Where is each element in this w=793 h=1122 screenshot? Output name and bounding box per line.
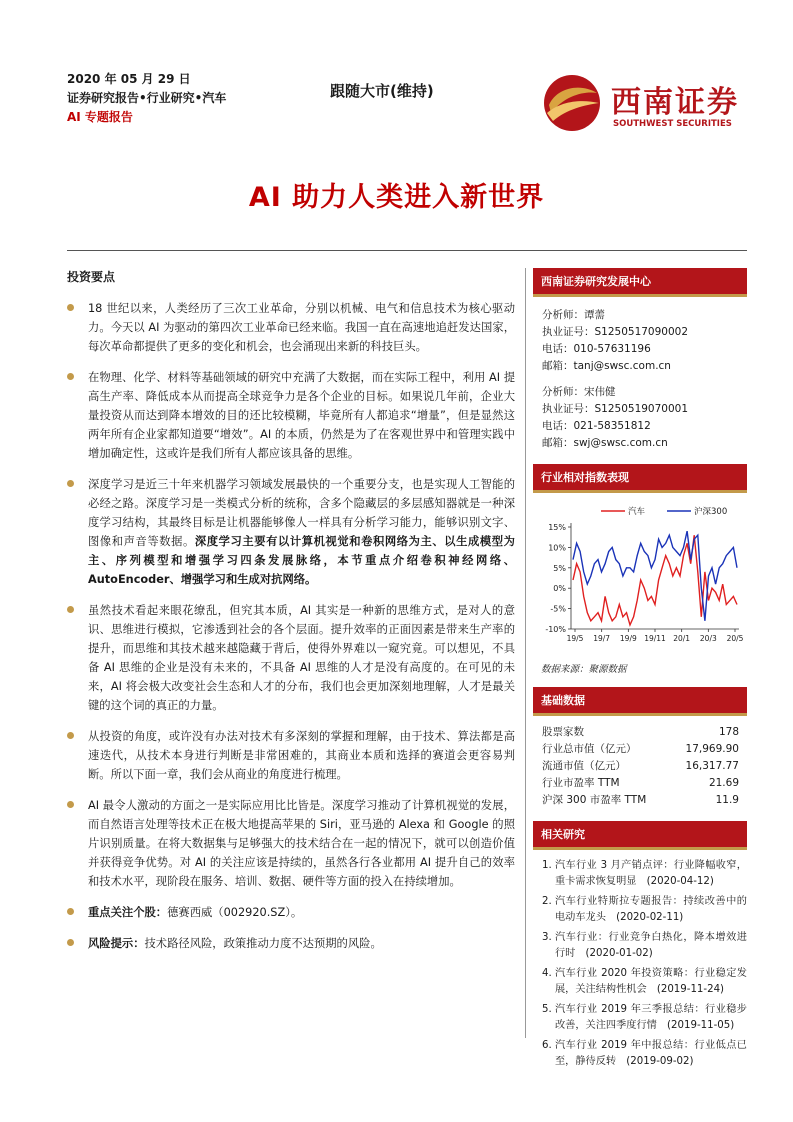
index-chart-header [533, 464, 747, 493]
company-logo [541, 73, 741, 133]
logo-chinese-name: 西南证券 [611, 85, 739, 120]
sidebar [533, 268, 747, 1074]
x-tick-label: 20/1 [673, 634, 691, 643]
focus-text: 德赛西威（002920.SZ）。 [167, 906, 303, 919]
x-tick-label: 20/5 [726, 634, 744, 643]
basic-data-label: 行业总市值（亿元） [542, 743, 637, 755]
basic-data-label: 行业市盈率 TTM [542, 777, 620, 789]
page-title: AI 助力人类进入新世界 [248, 182, 545, 213]
related-item-number: 4. [542, 968, 552, 979]
x-tick-label: 19/11 [644, 634, 666, 643]
x-tick-label: 19/5 [566, 634, 584, 643]
summary-text: 18 世纪以来，人类经历了三次工业革命，分别以机械、电气和信息技术为核心驱动力。今天以 AI 为驱动的第四次工业革命已经来临。我国一直在高速地追赶发达国家，每次革命都提供了更多的变化和机会，也会涌现出来新的科技巨头。 [88, 302, 515, 353]
analyst-email[interactable]: 邮箱：tanj@swsc.com.cn [542, 360, 671, 372]
summary-text: AI 最令人激动的方面之一是实际应用比比皆是。深度学习推动了计算机视觉的发展，而自然语言处理等技术正在极大地提高苹果的 Siri，亚马逊的 Alexa 和 Google 的照片识别质量。在将大数据集与足够强大的技术结合在一起的情况下，就可以创造价值并获得竞争优势。对 AI 的关注应该是持续的，虽然各行各业都用 AI 提升自己的效率和技术水平，现阶段在服务、培训、数据、硬件等方面的投入在持续增加。 [88, 799, 515, 888]
focus-label: 重点关注个股： [88, 906, 168, 919]
basic-data-row [533, 724, 747, 741]
related-item-text: 汽车行业 2019 年三季报总结：行业稳步改善，关注四季度行情 (2019-11-05) [555, 1004, 747, 1031]
x-tick-label: 19/7 [593, 634, 611, 643]
rating: 跟随大市(维持) [330, 82, 434, 100]
basic-data-label: 流通市值（亿元） [542, 760, 626, 772]
summary-text-bold: 深度学习主要有以计算机视觉和卷积网络为主、以生成模型为主、序列模型和增强学习四条发展脉络，本节重点介绍卷积神经网络、AutoEncoder、增强学习和生成对抗网络。 [88, 535, 515, 586]
analyst-phone: 电话：021-58351812 [542, 420, 651, 432]
related-item[interactable] [542, 930, 747, 962]
summary-paragraph [67, 299, 515, 356]
analyst-phone: 电话：010-57631196 [542, 343, 651, 355]
related-item-number: 5. [542, 1004, 552, 1015]
basic-data-label: 沪深 300 市盈率 TTM [542, 794, 647, 806]
basic-data-label: 股票家数 [542, 726, 584, 738]
basic-data-value: 16,317.77 [685, 760, 739, 772]
report-series: AI 专题报告 [67, 110, 133, 124]
risk-label: 风险提示： [88, 937, 145, 950]
related-item[interactable] [542, 894, 747, 926]
bullet-dot-icon [67, 801, 74, 808]
related-title: 相关研究 [533, 821, 747, 847]
series-line-auto [573, 535, 737, 625]
summary-heading: 投资要点 [67, 270, 116, 284]
y-tick-label: 10% [548, 543, 566, 553]
report-meta [67, 70, 226, 127]
basic-data-title: 基础数据 [533, 687, 747, 713]
title-divider [67, 250, 747, 251]
column-divider [525, 268, 526, 1038]
summary-text: 虽然技术看起来眼花缭乱，但究其本质，AI 其实是一种新的思维方式，是对人的意识、思维进行模拟，它渗透到社会的各个层面。提升效率的正面因素是带来生产率的提升，而思维和其技术越来越隐藏于背后，使得外界难以一窥究竟。可以想见，不具备 AI 思维的企业是没有未来的，不具备 AI 思维的人才是没有高度的。在可见的未来，AI 将会极大改变社会生态和人才的分布，我们也会更加深刻地理解，人才是最关键的这个词的真正的力量。 [88, 604, 515, 712]
x-tick-label: 20/3 [699, 634, 717, 643]
report-date: 2020 年 05 月 29 日 [67, 72, 191, 86]
related-item-number: 2. [542, 896, 552, 907]
risk-warning [67, 934, 515, 953]
basic-data-value: 21.69 [708, 777, 739, 789]
analyst-cert: 执业证号：S1250519070001 [542, 403, 689, 415]
index-chart [533, 499, 747, 659]
basic-data-row [533, 741, 747, 758]
related-item-text: 汽车行业 2020 年投资策略：行业稳定发展，关注结构性机会 (2019-11-24) [555, 968, 747, 995]
bullet-dot-icon [67, 908, 74, 915]
summary-text: 在物理、化学、材料等基础领域的研究中充满了大数据，而在实际工程中，利用 AI 提高生产率、降低成本从而提高全球竞争力是各个企业的目标。如果说几年前，企业大量投资从而达到降本增效的目的还比较模糊，毕竟所有人都追求“增量”，但是显然这两年所有企业家都知道要“增效”。AI 的本质，仍然是为了在客观世界中和管理实践中增加确定性，这或许是我们所有人都应该具备的思维。 [88, 371, 515, 460]
index-chart-title: 行业相对指数表现 [533, 464, 747, 490]
related-item[interactable] [542, 966, 747, 998]
related-header [533, 821, 747, 850]
basic-data-row [533, 792, 747, 809]
research-center-title: 西南证券研究发展中心 [533, 268, 747, 294]
summary-text: 从投资的角度，或许没有办法对技术有多深刻的掌握和理解，由于技术、算法都是高速迭代，从技术本身进行判断是非常困难的，其商业本质和选择的赛道会更容易判断。所以下面一章，我们会从商业的角度进行梳理。 [88, 730, 515, 781]
report-type: 证券研究报告•行业研究•汽车 [67, 91, 227, 105]
risk-text: 技术路径风险，政策推动力度不达预期的风险。 [144, 937, 382, 950]
bullet-dot-icon [67, 373, 74, 380]
summary-paragraph [67, 601, 515, 715]
related-item[interactable] [542, 858, 747, 890]
basic-data-row [533, 775, 747, 792]
related-item-text: 汽车行业 2019 年中报总结：行业低点已至，静待反转 (2019-09-02) [555, 1040, 747, 1067]
basic-data-value: 178 [718, 726, 739, 738]
related-item[interactable] [542, 1038, 747, 1070]
related-list [533, 850, 747, 1070]
basic-data-row [533, 758, 747, 775]
x-tick-label: 19/9 [619, 634, 637, 643]
bullet-dot-icon [67, 732, 74, 739]
chart-source: 数据来源：聚源数据 [541, 664, 627, 675]
analyst-cert: 执业证号：S1250517090002 [542, 326, 689, 338]
legend-label: 汽车 [628, 507, 646, 517]
y-tick-label: 0% [553, 584, 566, 594]
analyst-list [533, 297, 747, 452]
related-item-number: 1. [542, 860, 552, 871]
analyst-name: 分析师：谭薷 [542, 309, 605, 321]
related-item-text: 汽车行业 3 月产销点评：行业降幅收窄，重卡需求恢复明显 (2020-04-12) [555, 860, 747, 887]
summary-paragraph [67, 368, 515, 463]
logo-english-name: SOUTHWEST SECURITIES [613, 119, 732, 129]
related-item-number: 6. [542, 1040, 552, 1051]
bullet-dot-icon [67, 939, 74, 946]
research-center-header [533, 268, 747, 297]
basic-data-header [533, 687, 747, 716]
summary-paragraph [67, 475, 515, 589]
y-tick-label: 15% [548, 523, 566, 532]
related-item-text: 汽车行业特斯拉专题报告：持续改善中的电动车龙头 (2020-02-11) [555, 896, 747, 923]
related-item-text: 汽车行业：行业竞争白热化，降本增效进行时 (2020-01-02) [555, 932, 747, 959]
basic-data-value: 17,969.90 [685, 743, 739, 755]
related-item[interactable] [542, 1002, 747, 1034]
related-item-number: 3. [542, 932, 552, 943]
bullet-dot-icon [67, 480, 74, 487]
bullet-dot-icon [67, 606, 74, 613]
y-tick-label: -5% [550, 604, 566, 614]
summary-paragraph [67, 796, 515, 891]
y-tick-label: -10% [545, 625, 566, 634]
investment-summary [67, 268, 515, 965]
index-chart-svg [533, 499, 747, 659]
basic-data-value: 11.9 [715, 794, 739, 806]
logo-emblem-icon [541, 73, 603, 133]
legend-label: 沪深300 [694, 507, 728, 517]
summary-paragraph [67, 727, 515, 784]
bullet-dot-icon [67, 304, 74, 311]
series-line-hs300 [573, 531, 737, 621]
summary-text: 深度学习是近三十年来机器学习领域发展最快的一个重要分支，也是实现人工智能的必经之路。深度学习是一类模式分析的统称，含多个隐藏层的多层感知器就是一种深度学习结构，其最终目标是让机器能够像人一样具有分析学习能力，能够识别文字、图像和声音等数据。 [88, 478, 515, 548]
basic-data-table [533, 724, 747, 809]
analyst-email[interactable]: 邮箱：swj@swsc.com.cn [542, 437, 668, 449]
y-tick-label: 5% [553, 563, 566, 573]
focus-stock [67, 903, 515, 922]
analyst-name: 分析师：宋伟健 [542, 386, 616, 398]
